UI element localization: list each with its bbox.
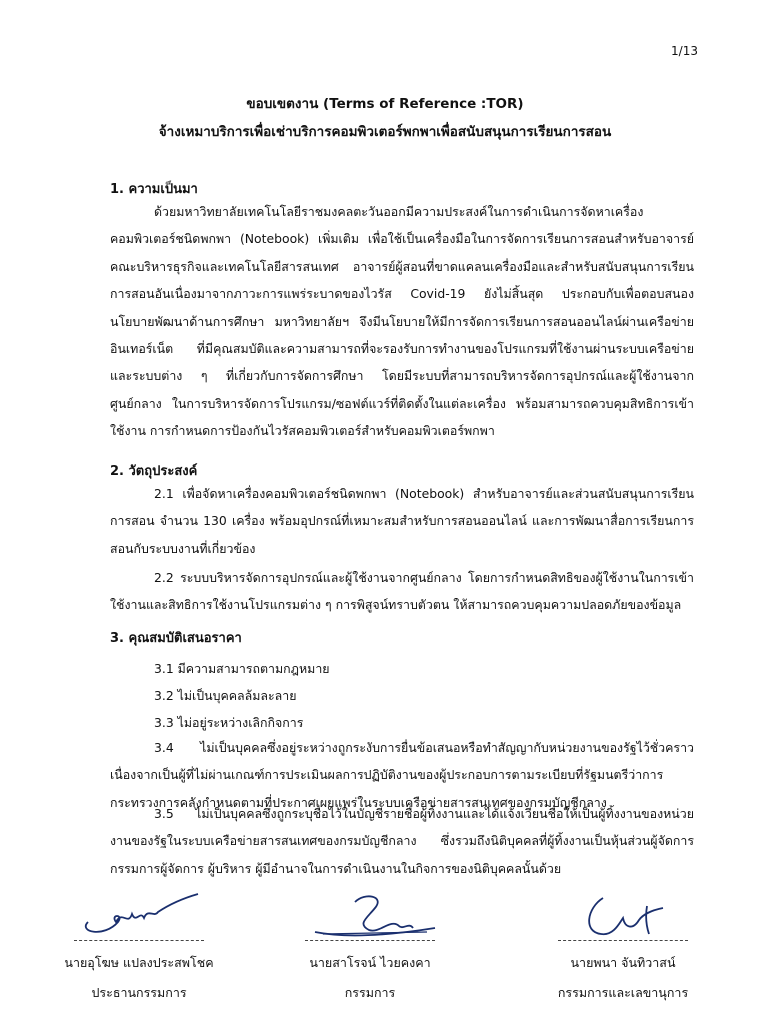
document-title: ขอบเขตงาน (Terms of Reference :TOR) <box>246 96 524 112</box>
qualification-paragraph-5: 3.5 ไม่เป็นบุคคลซึ่งถูกระบุชื่อไว้ในบัญชีรายชื่อผู้ทิ้งงานและได้แจ้งเวียนชื่อให้เป็นผู้ทิ้งงานของหน่วยงานของรัฐในระบบเครือข่ายสารสนเทศของกรมบัญชีกลาง ซึ่งรวมถึงนิติบุคคลที่ผู้ทิ้งงานเป็นหุ้นส่วนผู้จัดการ กรรมการผู้จัดการ ผู้บริหาร ผู้มีอำนาจในการดำเนินงานในกิจการของนิติบุคคลนั้นด้วย <box>110 806 694 876</box>
signer-role: กรรมการ <box>344 985 396 1000</box>
background-paragraph: ด้วยมหาวิทยาลัยเทคโนโลยีราชมงคลตะวันออกมีความประสงค์ในการดำเนินการจัดหาเครื่องคอมพิวเตอร์ชนิดพกพา (Notebook) เพิ่มเติม เพื่อใช้เป็นเครื่องมือในการจัดการเรียนการสอนสำหรับอาจารย์คณะบริหารธุรกิจและเทคโนโลยีสารสนเทศ อาจารย์ผู้สอนที่ขาดแคลนเครื่องมือและสำหรับสนับสนุนการเรียนการสอนอันเนื่องมาจากภาวะการแพร่ระบาดของไวรัส Covid-19 ยังไม่สิ้นสุด ประกอบกับเพื่อตอบสนองนโยบายพัฒนาด้านการศึกษา มหาวิทยาลัยฯ จึงมีนโยบายให้มีการจัดการเรียนการสอนออนไลน์ผ่านเครือข่ายอินเทอร์เน็ต ที่มีคุณสมบัติและความสามารถที่จะรองรับการทำงานของโปรแกรมที่ใช้งานผ่านระบบเครือข่ายและระบบต่าง ๆ ที่เกี่ยวกับการจัดการศึกษา โดยมีระบบที่สามารถบริหารจัดการอุปกรณ์และผู้ใช้งานจากศูนย์กลาง ในการบริหารจัดการโปรแกรม/ซอฟต์แวร์ที่ติดตั้งในแต่ละเครื่อง พร้อมสามารถควบคุมสิทธิการเข้าใช้งาน การกำหนดการป้องกันไวรัสคอมพิวเตอร์สำหรับคอมพิวเตอร์พกพา <box>110 204 694 439</box>
signature-scribble-1 <box>74 888 204 940</box>
signature-scribble-2 <box>295 888 445 940</box>
document-subtitle: จ้างเหมาบริการเพื่อเช่าบริการคอมพิวเตอร์พกพาเพื่อสนับสนุนการเรียนการสอน <box>158 124 612 140</box>
signature-block-chair <box>34 888 244 1003</box>
qualification-item-1: 3.1 มีความสามารถตามกฎหมาย <box>154 661 330 676</box>
section-heading-objective: 2. วัตถุประสงค์ <box>110 464 198 479</box>
qualification-paragraph-4: 3.4 ไม่เป็นบุคคลซึ่งอยู่ระหว่างถูกระงับการยื่นข้อเสนอหรือทำสัญญากับหน่วยงานของรัฐไว้ชั่วคราวเนื่องจากเป็นผู้ที่ไม่ผ่านเกณฑ์การประเมินผลการปฏิบัติงานของผู้ประกอบการตามระเบียบที่รัฐมนตรีว่าการกระทรวงการคลังกำหนดตามที่ประกาศเผยแพร่ในระบบเครือข่ายสารสนเทศของกรมบัญชีกลาง <box>110 740 694 810</box>
objective-paragraph-1: 2.1 เพื่อจัดหาเครื่องคอมพิวเตอร์ชนิดพกพา (Notebook) สำหรับอาจารย์และส่วนสนับสนุนการเรียนการสอน จำนวน 130 เครื่อง พร้อมอุปกรณ์ที่เหมาะสมสำหรับการสอนออนไลน์ และการพัฒนาสื่อการเรียนการสอนกับระบบงานที่เกี่ยวข้อง <box>110 486 694 556</box>
signature-scribble-3 <box>563 888 683 940</box>
section-heading-background: 1. ความเป็นมา <box>110 182 198 197</box>
qualification-item-3: 3.3 ไม่อยู่ระหว่างเลิกกิจการ <box>154 715 304 730</box>
signature-line <box>305 940 435 941</box>
signer-role: ประธานกรรมการ <box>91 985 187 1000</box>
signature-line <box>558 940 688 941</box>
page-number: 1/13 <box>671 44 698 58</box>
signature-block-secretary <box>518 888 728 1003</box>
signature-block-member <box>265 888 475 1003</box>
signer-name: นายสาโรจน์ ไวยคงคา <box>309 955 431 970</box>
objective-paragraph-2: 2.2 ระบบบริหารจัดการอุปกรณ์และผู้ใช้งานจากศูนย์กลาง โดยการกำหนดสิทธิของผู้ใช้งานในการเข้าใช้งานและสิทธิการใช้งานโปรแกรมต่าง ๆ การพิสูจน์ทราบตัวตน ให้สามารถควบคุมความปลอดภัยของข้อมูล <box>110 570 694 613</box>
signer-name: นายอุโฆษ แปลงประสพโชค <box>64 955 214 970</box>
signature-line <box>74 940 204 941</box>
signer-role: กรรมการและเลขานุการ <box>557 985 689 1000</box>
signer-name: นายพนา จันทิวาสน์ <box>570 955 676 970</box>
section-heading-qualification: 3. คุณสมบัติเสนอราคา <box>110 631 242 646</box>
qualification-item-2: 3.2 ไม่เป็นบุคคลล้มละลาย <box>154 688 297 703</box>
